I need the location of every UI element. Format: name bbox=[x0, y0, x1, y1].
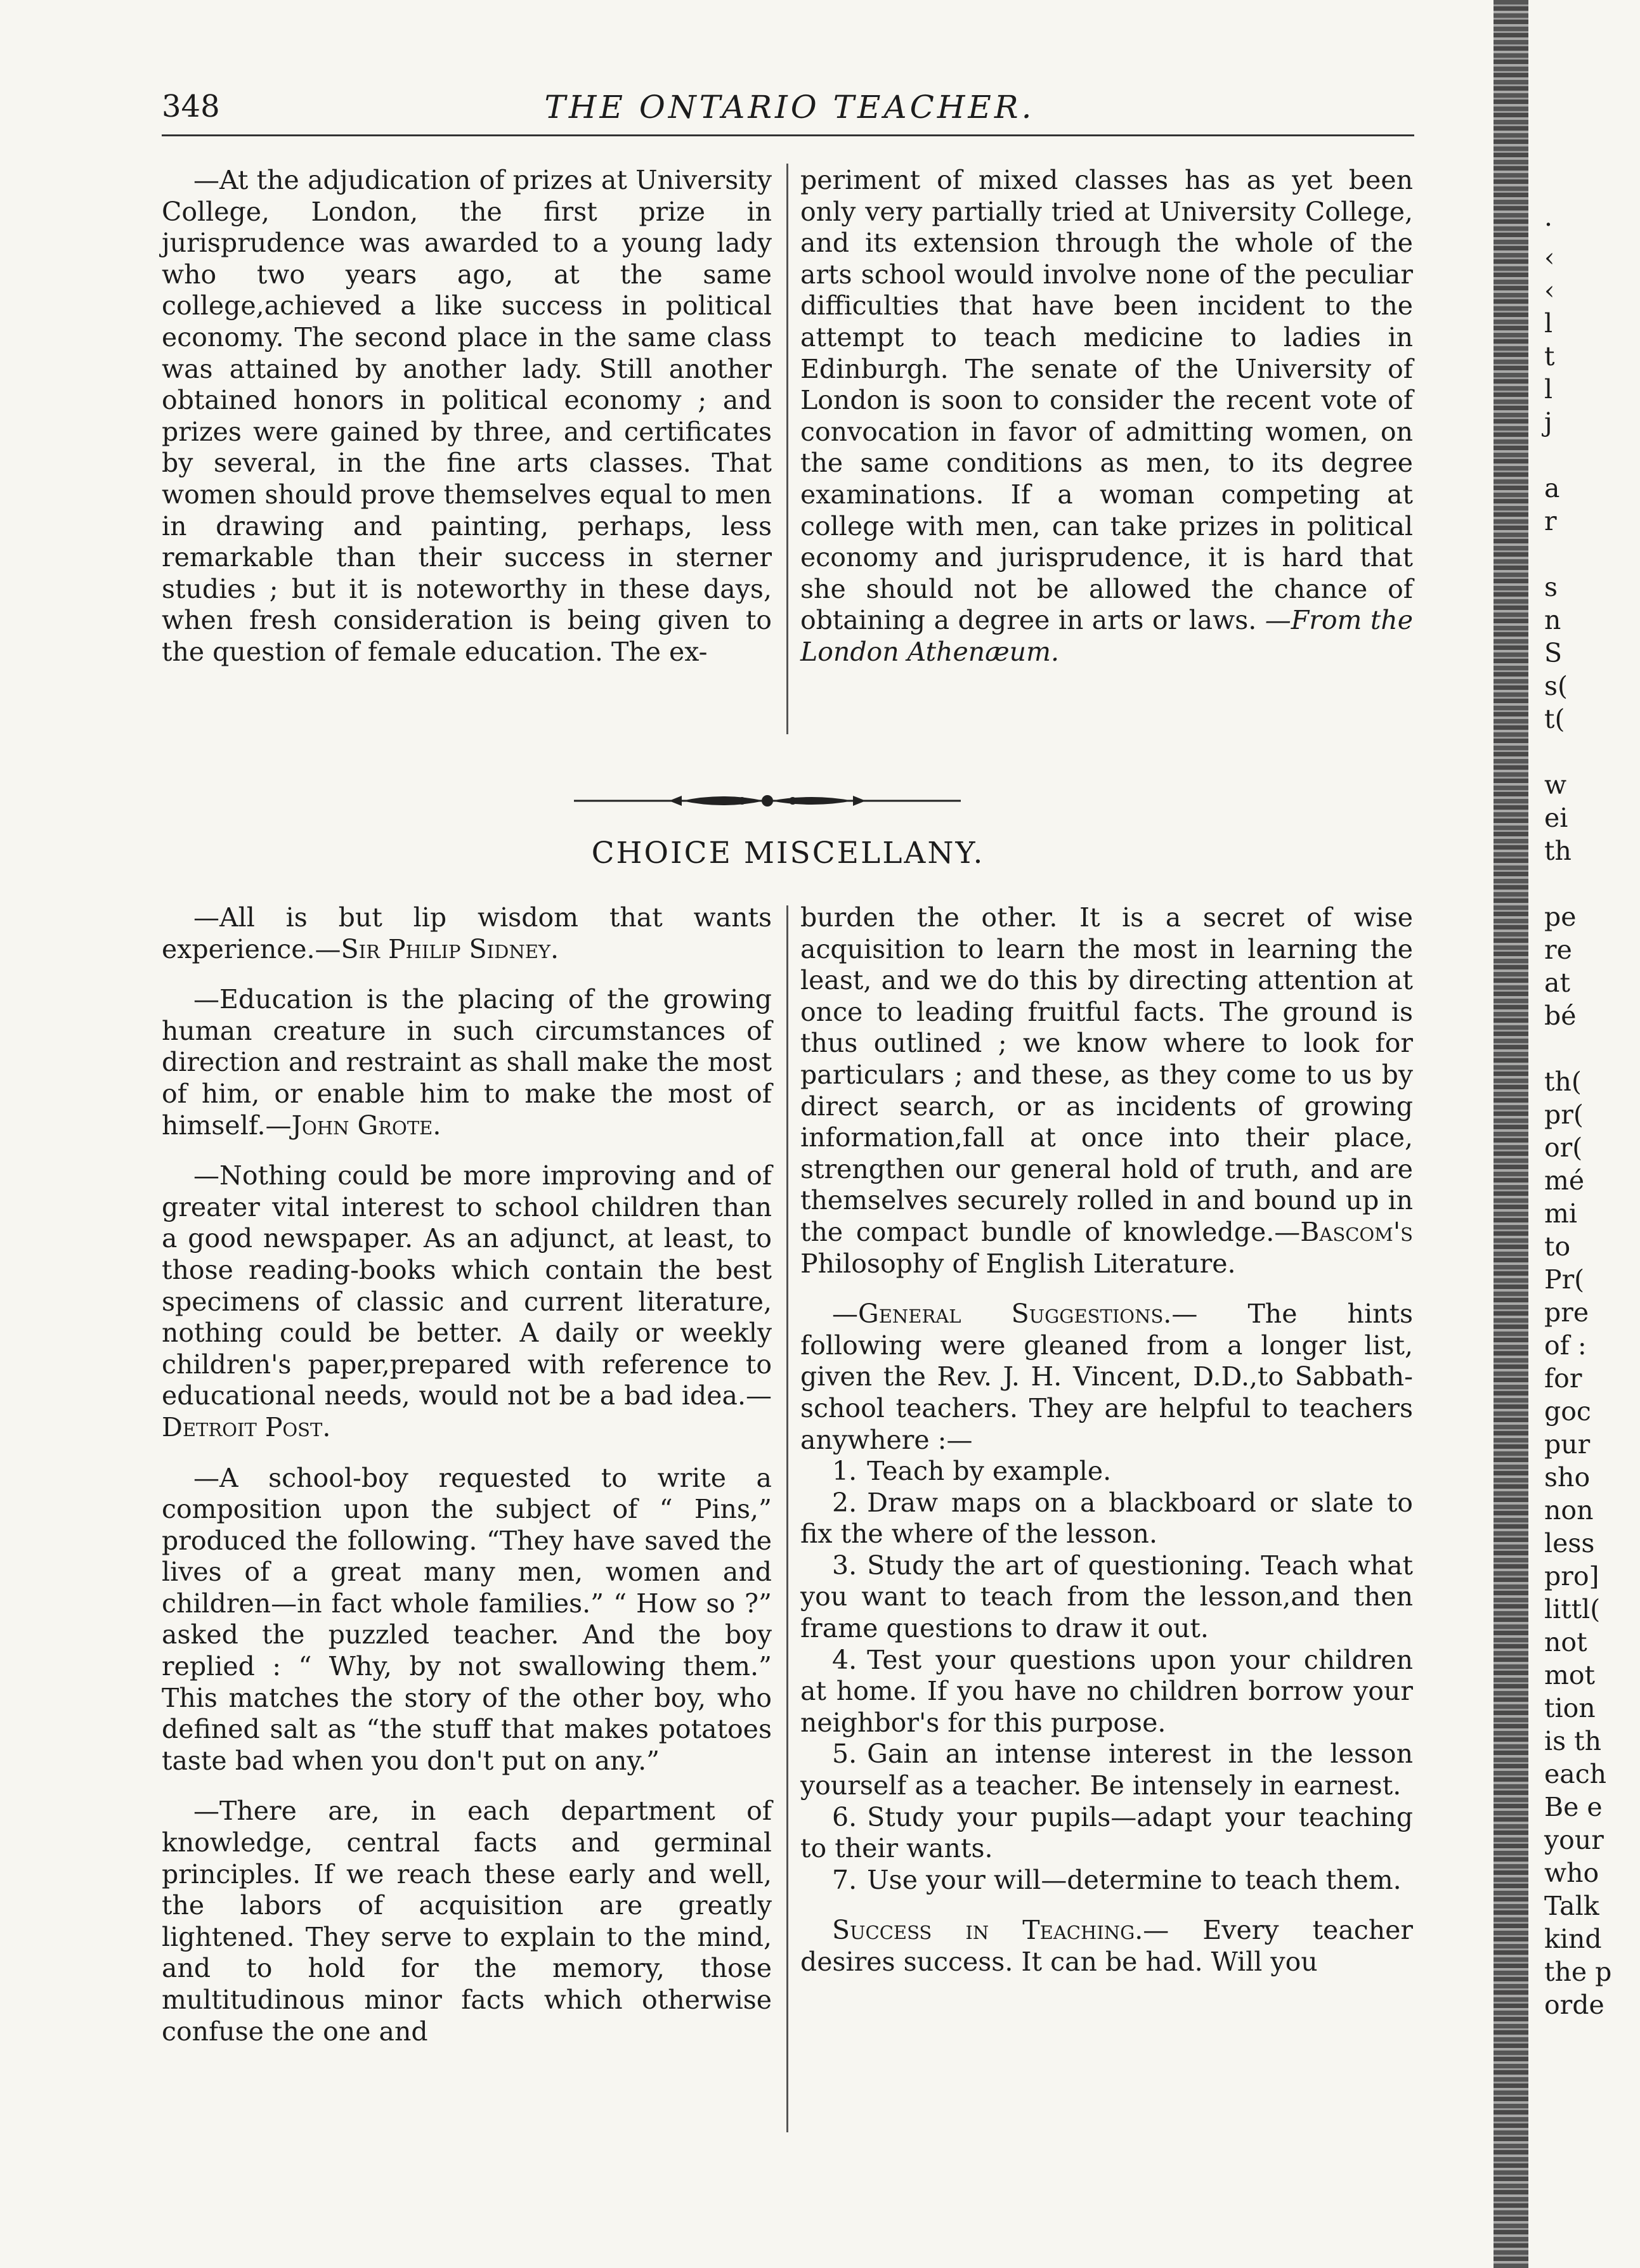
adjacent-page-line: pre bbox=[1544, 1297, 1589, 1328]
adjacent-page-line: or( bbox=[1544, 1132, 1583, 1163]
adjacent-page-line: less bbox=[1544, 1528, 1595, 1558]
adjacent-page-line: tion bbox=[1544, 1693, 1596, 1723]
running-head-title: THE ONTARIO TEACHER. bbox=[544, 89, 1035, 126]
adjacent-page-line: littl( bbox=[1544, 1594, 1601, 1624]
adjacent-page-line: is th bbox=[1544, 1726, 1602, 1756]
adjacent-page-line: mot bbox=[1544, 1660, 1596, 1690]
miscellany-left-column bbox=[162, 902, 772, 2047]
adjacent-page-line: non bbox=[1544, 1495, 1594, 1526]
top-article-right-column bbox=[800, 165, 1413, 668]
knowledge-paragraph-continued: burden the other. It is a secret of wise acquisition to learn the most in learning the least, and we do this by directing attention at once to leading fruitful facts. The ground is thus outlined ; we know where to look for particulars ; and these, as they come to us by direct search, or as incidents of growing information,fall at once into their place, strengthen our general hold of truth, and are themselves securely rolled in and bound up in the compact bundle of knowledge.—Bascom's Philosophy of English Literature. bbox=[800, 902, 1413, 1279]
adjacent-page-line: th( bbox=[1544, 1066, 1582, 1097]
quote-sidney: —All is but lip wisdom that wants experience.—Sir Philip Sidney. bbox=[162, 902, 772, 964]
adjacent-page-line: pur bbox=[1544, 1429, 1591, 1460]
quote-author: John Grote. bbox=[291, 1110, 441, 1141]
adjacent-page-line: kind bbox=[1544, 1924, 1602, 1954]
adjacent-page-line: goc bbox=[1544, 1396, 1591, 1427]
quote-author: Sir Philip Sidney. bbox=[341, 933, 559, 964]
adjacent-page-line: the p bbox=[1544, 1957, 1612, 1987]
header-rule bbox=[162, 134, 1414, 136]
adjacent-page-line: s bbox=[1544, 572, 1558, 602]
adjacent-page-line: Talk bbox=[1544, 1891, 1599, 1921]
adjacent-page-line: bé bbox=[1544, 1001, 1577, 1031]
general-suggestions-heading: —General Suggestions.— bbox=[832, 1299, 1198, 1330]
adjacent-page-line: s( bbox=[1544, 671, 1568, 701]
quote-author: Detroit Post. bbox=[162, 1411, 331, 1442]
adjacent-page-line: each bbox=[1544, 1759, 1607, 1789]
adjacent-page-line: Be e bbox=[1544, 1792, 1603, 1822]
adjacent-page-line: S bbox=[1544, 638, 1563, 668]
adjacent-page-line: pro] bbox=[1544, 1561, 1599, 1591]
adjacent-page-line: mi bbox=[1544, 1198, 1577, 1229]
success-heading: Success in Teaching. bbox=[832, 1915, 1143, 1946]
list-item: 2. Draw maps on a blackboard or slate to fix the where of the lesson. bbox=[800, 1487, 1413, 1550]
adjacent-page-line: pe bbox=[1544, 902, 1577, 932]
adjacent-page-line: n bbox=[1544, 605, 1561, 635]
knowledge-paragraph: —There are, in each department of knowledge, central facts and germinal principles. If we reach these early and well, the labors of acquisition are greatly lightened. They serve to explain to the mind, and to hold for the memory, those multitudinous minor facts which otherwise confuse the one and bbox=[162, 1796, 772, 2047]
list-item: 5. Gain an intense interest in the lesson yourself as a teacher. Be intensely in earnest. bbox=[800, 1739, 1413, 1801]
list-item: 6. Study your pupils—adapt your teaching to their wants. bbox=[800, 1801, 1413, 1864]
adjacent-page-line: t( bbox=[1544, 704, 1565, 734]
scan-binding-edge bbox=[1494, 0, 1528, 2268]
adjacent-page-line: l bbox=[1544, 308, 1553, 339]
adjacent-page-line: j bbox=[1544, 407, 1552, 437]
adjacent-page-line: a bbox=[1544, 473, 1560, 503]
adjacent-page-line: pr( bbox=[1544, 1099, 1584, 1130]
adjacent-page-line: · bbox=[1544, 209, 1553, 240]
adjacent-page-line: not bbox=[1544, 1627, 1587, 1657]
adjacent-page-line: w bbox=[1544, 770, 1567, 800]
column-divider bbox=[786, 905, 788, 2132]
top-article-left-column bbox=[162, 165, 772, 668]
adjacent-page-line: mé bbox=[1544, 1165, 1585, 1196]
adjacent-page-line: t bbox=[1544, 341, 1555, 372]
adjacent-page-line: at bbox=[1544, 968, 1570, 998]
ornamental-divider bbox=[574, 788, 961, 813]
adjacent-page-line: of : bbox=[1544, 1330, 1587, 1361]
column-divider bbox=[786, 164, 788, 734]
adjacent-page-line: th bbox=[1544, 836, 1572, 866]
miscellany-right-column bbox=[800, 902, 1413, 1978]
adjacent-page-line: r bbox=[1544, 506, 1557, 536]
article-source: —From the London Athenæum. bbox=[800, 605, 1413, 667]
page-header bbox=[162, 89, 1417, 146]
list-item: 4. Test your questions upon your children at home. If you have no children borrow your neighbor's for this purpose. bbox=[800, 1644, 1413, 1738]
adjacent-page-line: orde bbox=[1544, 1990, 1604, 2020]
general-suggestions-intro: —General Suggestions.— The hints following were gleaned from a longer list, given the Rev. J. H. Vincent, D.D.,to Sabbath-school teachers. They are helpful to teachers anywhere :— bbox=[800, 1299, 1413, 1455]
suggestions-list bbox=[800, 1456, 1413, 1896]
quote-grote: —Education is the placing of the growing human creature in such circumstances of direction and restraint as shall make the most of him, or enable him to make the most of himself.—John Grote. bbox=[162, 984, 772, 1141]
adjacent-page-line: sho bbox=[1544, 1462, 1591, 1493]
list-item: 3. Study the art of questioning. Teach what you want to teach from the lesson,and then frame questions to draw it out. bbox=[800, 1550, 1413, 1644]
adjacent-page-line: l bbox=[1544, 374, 1553, 405]
success-in-teaching: Success in Teaching.— Every teacher desires success. It can be had. Will you bbox=[800, 1915, 1413, 1977]
adjacent-page-line: re bbox=[1544, 935, 1572, 965]
page-number: 348 bbox=[162, 89, 220, 124]
adjacent-page-line: Pr( bbox=[1544, 1264, 1585, 1295]
adjacent-page-line: ei bbox=[1544, 803, 1568, 833]
adjacent-page-line: to bbox=[1544, 1231, 1571, 1262]
adjacent-page-line: ‹ bbox=[1544, 242, 1555, 273]
list-item: 7. Use your will—determine to teach them. bbox=[832, 1864, 1402, 1895]
top-article-paragraph-continued: periment of mixed classes has as yet been only very partially tried at University College, and its extension through the whole of the arts school would involve none of the peculiar difficulties that have been incident to the attempt to teach medicine to ladies in Edinburgh. The senate of the University of London is soon to consider the recent vote of convocation in favor of admitting women, on the same conditions as men, to its degree examinations. If a woman competing at college with men, can take prizes in political economy and jurisprudence, it is hard that she should not be allowed the chance of obtaining a degree in arts or laws. —From the London Athenæum. bbox=[800, 165, 1413, 667]
adjacent-page-line: ‹ bbox=[1544, 275, 1555, 306]
adjacent-page-fragment bbox=[1532, 0, 1640, 2268]
adjacent-page-line: your bbox=[1544, 1825, 1604, 1855]
pins-anecdote: —A school-boy requested to write a composition upon the subject of “ Pins,” produced the following. “They have saved the lives of a great many men, women and children—in fact whole families.” “ How so ?” asked the puzzled teacher. And the boy replied : “ Why, by not swallowing them.” This matches the story of the other boy, who defined salt as “the stuff that makes potatoes taste bad when you don't put on any.” bbox=[162, 1462, 772, 1776]
adjacent-page-line: who bbox=[1544, 1858, 1599, 1888]
quote-author: Bascom's bbox=[1300, 1216, 1413, 1247]
quote-detroit-post: —Nothing could be more improving and of greater vital interest to school children than a good newspaper. As an adjunct, at least, to those reading-books which contain the best specimens of classic and current literature, nothing could be better. A daily or weekly children's paper,prepared with reference to educational needs, would not be a bad idea.—Detroit Post. bbox=[162, 1160, 772, 1442]
top-article-paragraph: —At the adjudication of prizes at University College, London, the first prize in jurisprudence was awarded to a young lady who two years ago, at the same college,achieved a like success in political economy. The second place in the same class was attained by another lady. Still another obtained honors in political economy ; and prizes were gained by three, and certificates by several, in the fine arts classes. That women should prove themselves equal to men in drawing and painting, perhaps, less remarkable than their success in sterner studies ; but it is noteworthy in these days, when fresh consideration is being given to the question of female education. The ex- bbox=[162, 165, 772, 667]
section-title: CHOICE MISCELLANY. bbox=[591, 836, 985, 871]
list-item: 1. Teach by example. bbox=[832, 1456, 1112, 1487]
adjacent-page-line: for bbox=[1544, 1363, 1582, 1394]
